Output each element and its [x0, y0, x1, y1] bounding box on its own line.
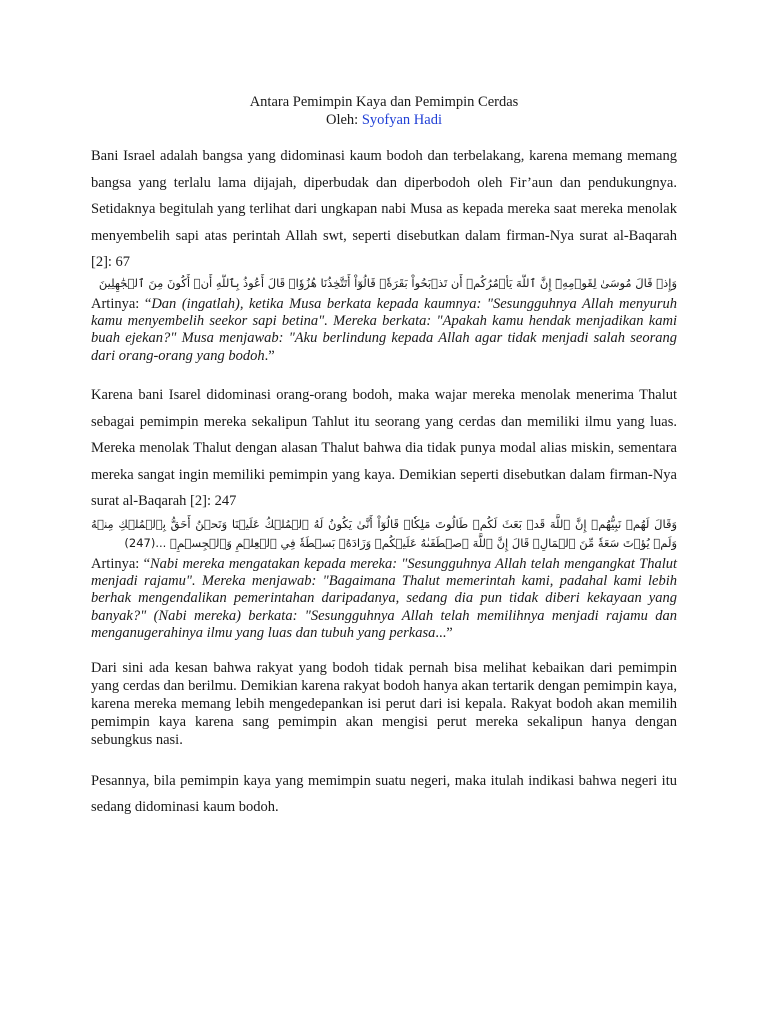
- paragraph-intro: Bani Israel adalah bangsa yang didominasi kaum bodoh dan terbelakang, karena memang memang bangsa yang terlalu lama dijajah, diperbudak dan diperbodoh oleh Fir’aun dan pendukungnya. Setidaknya begitulah yang terlihat dari ungkapan nabi Musa as kepada mereka saat mereka menolak menyembelih sapi atas perintah Allah swt, seperti disebutkan dalam firman-Nya surat al-Baqarah [2]: 67: [91, 148, 677, 270]
- translation-verse-247: [91, 556, 677, 643]
- paragraph-message: Pesannya, bila pemimpin kaya yang memimpin suatu negeri, maka itulah indikasi bahwa negeri itu sedang didominasi kaum bodoh.: [91, 772, 677, 816]
- translation-prefix: Artinya: “: [91, 295, 152, 312]
- translation-suffix: .”: [264, 347, 275, 364]
- translation-verse-67: [91, 296, 677, 366]
- translation-body: Nabi mereka mengatakan kepada mereka: "Sesungguhnya Allah telah mengangkat Thalut menjadi rajamu". Mereka menjawab: "Bagaimana Thalut memerintah kami, padahal kami lebih berhak mengendalikan pemerintahan daripadanya, sedang dia pun tidak diberi kekayaan yang banyak?" (Nabi mereka) berkata: "Sesungguhnya Allah telah memilihnya menjadi rajamu dan menganugerahinya ilmu yang luas dan tubuh yang perkasa: [91, 555, 678, 642]
- document-page: [91, 93, 677, 821]
- paragraph-conclusion: Dari sini ada kesan bahwa rakyat yang bodoh tidak pernah bisa melihat kebaikan dari pemimpin yang cerdas dan berilmu. Demikian karena rakyat bodoh hanya akan tertarik dengan pemimpin kaya, karena mereka memang lebih mengedepankan isi perut dari isi kepala. Rakyat bodoh akan memilih pemimpin kaya karena sang pemimpin akan mengisi perut mereka sekalipun hanya dengan sebungkus nasi.: [91, 659, 677, 749]
- author-name: Syofyan Hadi: [361, 112, 442, 128]
- author-prefix: Oleh:: [326, 112, 362, 128]
- arabic-verse-247: وَقَالَ لَهُمۡ نَبِيُّهُمۡ إِنَّ ٱللَّهَ قَدۡ بَعَثَ لَكُمۡ طَالُوتَ مَلِكٗاۚ قَالُوٓاْ أَنَّىٰ يَكُونُ لَهُ ٱلۡمُلۡكُ عَلَيۡنَا وَنَحۡنُ أَحَقُّ بِٱلۡمُلۡكِ مِنۡهُ وَلَمۡ يُؤۡتَ سَعَةٗ مِّنَ ٱلۡمَالِۚ قَالَ إِنَّ ٱللَّهَ ٱصۡطَفَىٰهُ عَلَيۡكُمۡ وَزَادَهُۥ بَسۡطَةٗ فِي ٱلۡعِلۡمِ وَٱلۡجِسۡمِۖ ...(247): [91, 516, 677, 550]
- title-block: [91, 93, 677, 129]
- author-line: [91, 111, 677, 129]
- translation-body: Dan (ingatlah), ketika Musa berkata kepada kaumnya: "Sesungguhnya Allah menyuruh kamu menyembelih seekor sapi betina". Mereka berkata: "Apakah kamu hendak menjadikan kami buah ejekan?" Musa menjawab: "Aku berlindung kepada Allah agar tidak menjadi salah seorang dari orang-orang yang bodoh: [91, 295, 677, 364]
- translation-prefix: Artinya: “: [91, 555, 151, 572]
- paragraph-thalut: Karena bani Isarel didominasi orang-orang bodoh, maka wajar mereka menolak menerima Thalut sebagai pemimpin mereka sekalipun Tahlut itu seorang yang cerdas dan memiliki ilmu yang luas. Mereka menolak Thalut dengan alasan Thalut bahwa dia tidak punya modal alias miskin, sementara mereka sangat ingin memiliki pemimpin yang kaya. Demikian seperti disebutkan dalam firman-Nya surat al-Baqarah [2]: 247: [91, 387, 677, 510]
- translation-suffix: ...”: [435, 625, 453, 642]
- document-title: Antara Pemimpin Kaya dan Pemimpin Cerdas: [249, 94, 519, 110]
- arabic-verse-67: وَإِذۡ قَالَ مُوسَىٰ لِقَوۡمِهِۦٓ إِنَّ ٱللَّهَ يَأۡمُرُكُمۡ أَن تَذۡبَحُواْ بَقَرَةٗۖ قَالُوٓاْ أَتَتَّخِذُنَا هُزُوٗاۖ قَالَ أَعُوذُ بِٱللَّهِ أَنۡ أَكُونَ مِنَ ٱلۡجَٰهِلِينَ: [98, 275, 677, 290]
